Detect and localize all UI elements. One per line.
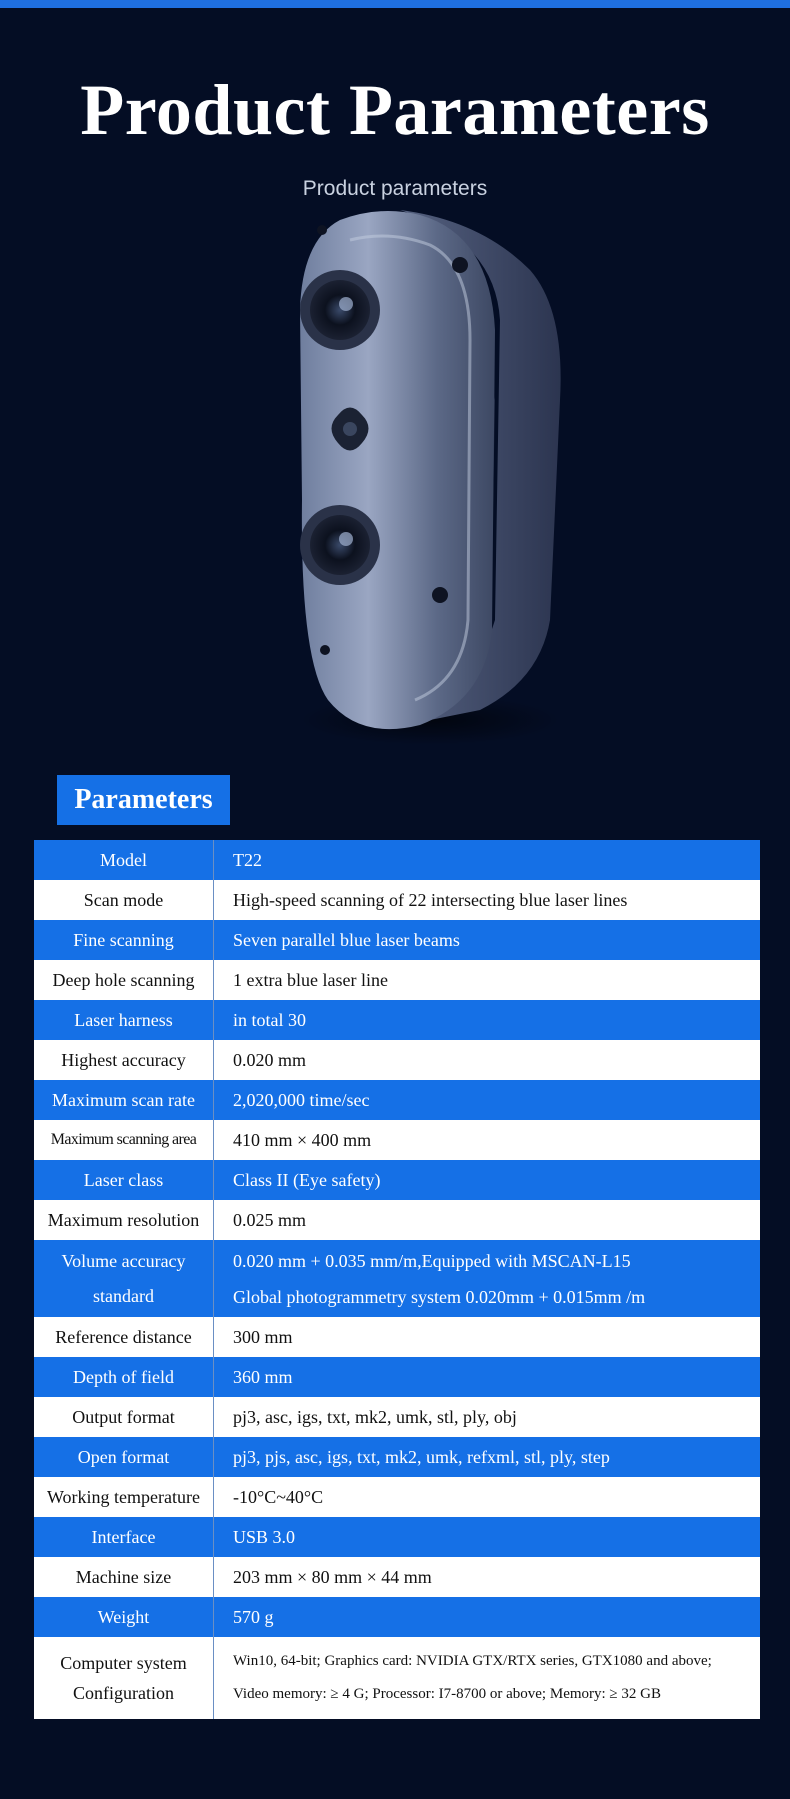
param-value: 203 mm × 80 mm × 44 mm: [233, 1566, 432, 1587]
table-row: [34, 1637, 760, 1719]
param-value: T22: [233, 849, 262, 870]
param-value: USB 3.0: [233, 1526, 296, 1547]
param-label: Weight: [34, 1597, 214, 1637]
param-label: Maximum resolution: [34, 1200, 214, 1240]
param-value-line: 0.020 mm + 0.035 mm/m,Equipped with MSCAN-L15: [233, 1250, 631, 1271]
param-label: Maximum scan rate: [34, 1080, 214, 1120]
table-row: [34, 1240, 760, 1317]
table-row: [34, 920, 760, 960]
param-label: Output format: [34, 1397, 214, 1437]
param-label: Machine size: [34, 1557, 214, 1597]
table-row: [34, 960, 760, 1000]
param-value: pj3, pjs, asc, igs, txt, mk2, umk, refxml, stl, ply, step: [233, 1446, 610, 1467]
param-label: Scan mode: [34, 880, 214, 920]
param-label-line: Configuration: [73, 1683, 174, 1703]
param-label: [34, 1240, 214, 1317]
table-row: [34, 1040, 760, 1080]
param-value: 1 extra blue laser line: [233, 969, 388, 990]
page-title: Product Parameters: [80, 70, 710, 150]
table-row: [34, 1517, 760, 1557]
param-label: Depth of field: [34, 1357, 214, 1397]
table-row: [34, 1080, 760, 1120]
param-value: pj3, asc, igs, txt, mk2, umk, stl, ply, obj: [233, 1406, 517, 1427]
param-value: 360 mm: [233, 1366, 293, 1387]
table-row: [34, 1160, 760, 1200]
param-value-line: Video memory: ≥ 4 G; Processor: I7-8700 or above; Memory: ≥ 32 GB: [233, 1686, 661, 1702]
param-value: 410 mm × 400 mm: [233, 1129, 372, 1150]
table-row: [34, 1120, 760, 1160]
scanner-product-image: [280, 200, 580, 760]
param-label-line: Volume accuracy: [61, 1250, 186, 1271]
param-value: High-speed scanning of 22 intersecting blue laser lines: [233, 889, 628, 910]
param-value: 2,020,000 time/sec: [233, 1089, 370, 1110]
param-value: Class II (Eye safety): [233, 1169, 381, 1190]
param-value: -10°C~40°C: [233, 1486, 324, 1507]
table-row: [34, 1200, 760, 1240]
param-value-line: Win10, 64-bit; Graphics card: NVIDIA GTX/RTX series, GTX1080 and above;: [233, 1653, 712, 1669]
param-label: Deep hole scanning: [34, 960, 214, 1000]
table-row: [34, 1317, 760, 1357]
page-subtitle: Product parameters: [302, 177, 488, 200]
param-label-line: standard: [93, 1285, 154, 1306]
page-header: [0, 60, 790, 202]
param-value: in total 30: [233, 1009, 306, 1030]
top-accent-line: [0, 0, 790, 8]
param-value: 0.025 mm: [233, 1209, 307, 1230]
param-value: Seven parallel blue laser beams: [233, 929, 460, 950]
param-label: Highest accuracy: [34, 1040, 214, 1080]
param-value-line: Global photogrammetry system 0.020mm + 0.015mm /m: [233, 1286, 646, 1307]
param-label: Maximum scanning area: [34, 1120, 214, 1160]
parameters-section-label: Parameters: [57, 775, 230, 825]
param-label: [34, 1637, 214, 1719]
param-label: Laser harness: [34, 1000, 214, 1040]
param-label: Open format: [34, 1437, 214, 1477]
table-row: [34, 1557, 760, 1597]
param-label: Interface: [34, 1517, 214, 1557]
table-row: [34, 880, 760, 920]
param-value: [214, 1637, 761, 1719]
param-label: Fine scanning: [34, 920, 214, 960]
table-row: [34, 1357, 760, 1397]
table-row: [34, 1397, 760, 1437]
table-row: [34, 840, 760, 880]
parameters-table: [34, 840, 760, 1719]
table-row: [34, 1000, 760, 1040]
param-label: Laser class: [34, 1160, 214, 1200]
param-label: Working temperature: [34, 1477, 214, 1517]
param-value: 300 mm: [233, 1326, 293, 1347]
param-value: 0.020 mm: [233, 1049, 307, 1070]
table-row: [34, 1437, 760, 1477]
param-value: 570 g: [233, 1606, 274, 1627]
param-label: Model: [34, 840, 214, 880]
table-row: [34, 1597, 760, 1637]
param-value: [214, 1240, 761, 1317]
param-label: Reference distance: [34, 1317, 214, 1357]
param-label-line: Computer system: [60, 1653, 187, 1673]
table-row: [34, 1477, 760, 1517]
